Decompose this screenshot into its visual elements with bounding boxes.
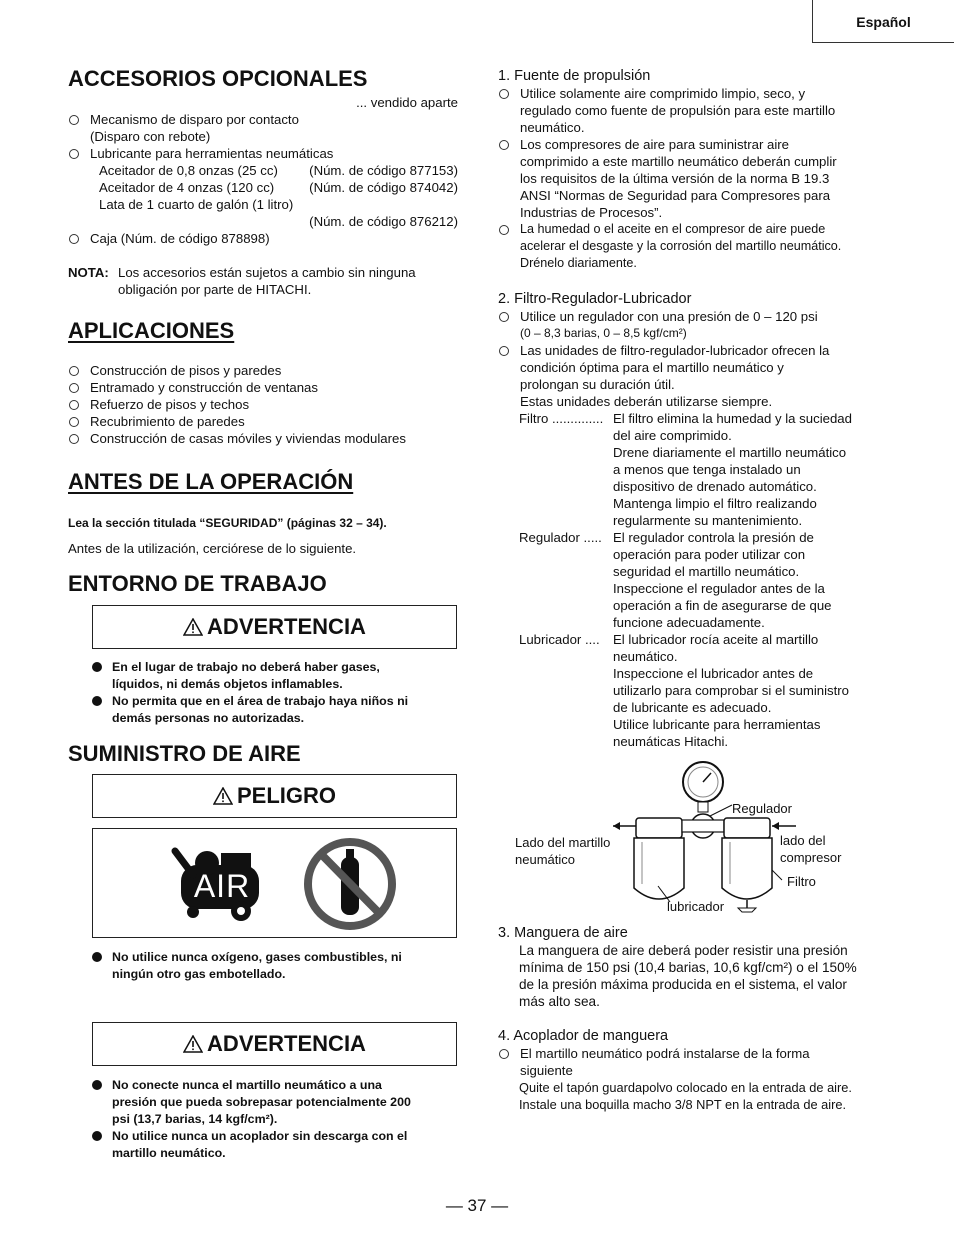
accesorios-title: ACCESORIOS OPCIONALES: [68, 66, 368, 91]
section-title: 3. Manguera de aire: [498, 925, 628, 941]
aplicaciones-section: [68, 318, 458, 447]
warning-icon: [183, 618, 203, 636]
list-item: Los compresores de aire para suministrar aire comprimido a este martillo neumático deberán cumplir los requisitos de la última versión de la norma B 19.3 ANSI “Normas de Seguridad para Compresores para Industrias de Procesos”.: [498, 136, 890, 221]
no-gas-cylinder-icon: [308, 842, 392, 926]
warning-icon: [183, 1035, 203, 1053]
warning-box: ADVERTENCIA: [92, 605, 457, 649]
warning-box-2: ADVERTENCIA: [92, 1022, 457, 1066]
air-label: AIR: [193, 868, 251, 904]
aplicaciones-title: APLICACIONES: [68, 318, 235, 343]
list-item: Refuerzo de pisos y techos: [68, 396, 458, 413]
accessory-item: Mecanismo de disparo por contacto (Disparo con rebote): [68, 111, 458, 145]
frl-definitions: [498, 410, 890, 750]
nota: NOTA: Los accesorios están sujetos a cambio sin ninguna obligación por parte de HITACHI.: [68, 265, 416, 297]
list-item: Entramado y construcción de ventanas: [68, 379, 458, 396]
def-filtro: Filtro .............. El filtro elimina la humedad y la suciedad del aire comprimido. Drene diariamente el martillo neumático a menos que tenga instalado un dispositivo de drenado automático. Mantenga limpio el filtro realizando regularmente su mantenimiento.: [519, 411, 852, 528]
acoplador-text: Quite el tapón guardapolvo colocado en la entrada de aire. Instale una boquilla macho 3/8 NPT en la entrada de aire.: [519, 1080, 852, 1112]
list-item: No utilice nunca oxígeno, gases combustibles, ni ningún otro gas embotellado.: [68, 949, 458, 983]
section-title: 1. Fuente de propulsión: [498, 68, 651, 84]
accesorios-section: [68, 66, 458, 298]
accessory-case: Caja (Núm. de código 878898): [68, 230, 458, 247]
list-item: No utilice nunca un acoplador sin descarga con el martillo neumático.: [68, 1128, 458, 1162]
manguera-text: La manguera de aire deberá poder resistir una presión mínima de 150 psi (10,4 barias, 10,6 kgf/cm²) o el 150% de la presión máxima producida en el sistema, el valor más alto sea.: [519, 943, 857, 1009]
list-item: Las unidades de filtro-regulador-lubricador ofrecen la condición óptima para el martillo neumático y prolongan su duración útil. Estas unidades deberán utilizarse siempre.: [498, 342, 890, 410]
list-item: Recubrimiento de paredes: [68, 413, 458, 430]
list-item: Construcción de pisos y paredes: [68, 362, 458, 379]
section-title: 4. Acoplador de manguera: [498, 1028, 669, 1044]
def-lubricador: Lubricador .... El lubricador rocía aceite al martillo neumático. Inspeccione el lubricador antes de utilizarlo para comprobar si el suministro de lubricante es adecuado. Utilice lubricante para herramientas neumáticas Hitachi.: [519, 632, 849, 749]
frl-figure: [510, 760, 890, 920]
entorno-section: [68, 571, 458, 597]
regulador-label: Regulador: [732, 801, 792, 816]
compressor-pictogram: [93, 829, 456, 937]
lubricador-label: lubricador: [667, 899, 725, 914]
entorno-title: ENTORNO DE TRABAJO: [68, 571, 327, 596]
danger-box: PELIGRO: [92, 774, 457, 818]
list-item: No conecte nunca el martillo neumático a una presión que pueda sobrepasar potencialmente 200 psi (13,7 barias, 14 kgf/cm²).: [68, 1077, 458, 1128]
list-item: La humedad o el aceite en el compresor de aire puede acelerar el desgaste y la corrosión del martillo neumático. Drénelo diariamente.: [498, 221, 890, 272]
antes-line: Antes de la utilización, cerciórese de lo siguiente.: [68, 541, 357, 556]
list-item: Construcción de casas móviles y viviendas modulares: [68, 430, 458, 447]
suministro-section: [68, 741, 458, 767]
lado-compresor-label: lado del compresor: [780, 833, 842, 865]
lado-martillo-label: Lado del martillo neumático: [515, 835, 611, 867]
list-item: Utilice un regulador con una presión de 0 – 120 psi (0 – 8,3 barias, 0 – 8,5 kgf/cm²): [498, 308, 890, 342]
antes-bold-line: Lea la sección titulada “SEGURIDAD” (páginas 32 – 34).: [68, 516, 387, 530]
antes-title: ANTES DE LA OPERACIÓN: [68, 469, 354, 494]
list-item: El martillo neumático podrá instalarse de la forma siguiente: [498, 1045, 890, 1079]
air-pictogram-box: [92, 828, 457, 938]
filtro-section: [498, 290, 890, 750]
sold-separately-note: ... vendido aparte: [356, 95, 458, 110]
danger-bullets: [68, 949, 458, 983]
warning-icon: [213, 787, 233, 805]
antes-section: [68, 469, 458, 557]
accessory-item: Lubricante para herramientas neumáticas: [68, 145, 458, 162]
manguera-section: [498, 924, 890, 1010]
language-tab: Español: [812, 0, 954, 43]
acoplador-section: [498, 1027, 890, 1113]
oiler-list: Aceitador de 0,8 onzas (25 cc) (Núm. de código 877153) Aceitador de 4 onzas (120 cc) (Núm. de código 874042) Lata de 1 cuarto de galón (1 litro) (Núm. de código 876212): [99, 163, 458, 229]
warning-bullets-2: [68, 1077, 458, 1162]
fuente-section: [498, 67, 890, 272]
entorno-bullets: [68, 659, 458, 727]
list-item: No permita que en el área de trabajo haya niños ni demás personas no autorizadas.: [68, 693, 458, 727]
page-number: — 37 —: [445, 1196, 509, 1215]
section-title: 2. Filtro-Regulador-Lubricador: [498, 291, 692, 307]
list-item: En el lugar de trabajo no deberá haber gases, líquidos, ni demás objetos inflamables.: [68, 659, 458, 693]
list-item: Utilice solamente aire comprimido limpio, seco, y regulado como fuente de propulsión para este martillo neumático.: [498, 85, 890, 136]
suministro-title: SUMINISTRO DE AIRE: [68, 741, 301, 766]
def-regulador: Regulador ..... El regulador controla la presión de operación para poder utilizar con seguridad el martillo neumático. Inspeccione el regulador antes de la operación a fin de asegurarse de que funcione adecuadamente.: [519, 530, 832, 630]
filtro-label: Filtro: [787, 874, 816, 889]
